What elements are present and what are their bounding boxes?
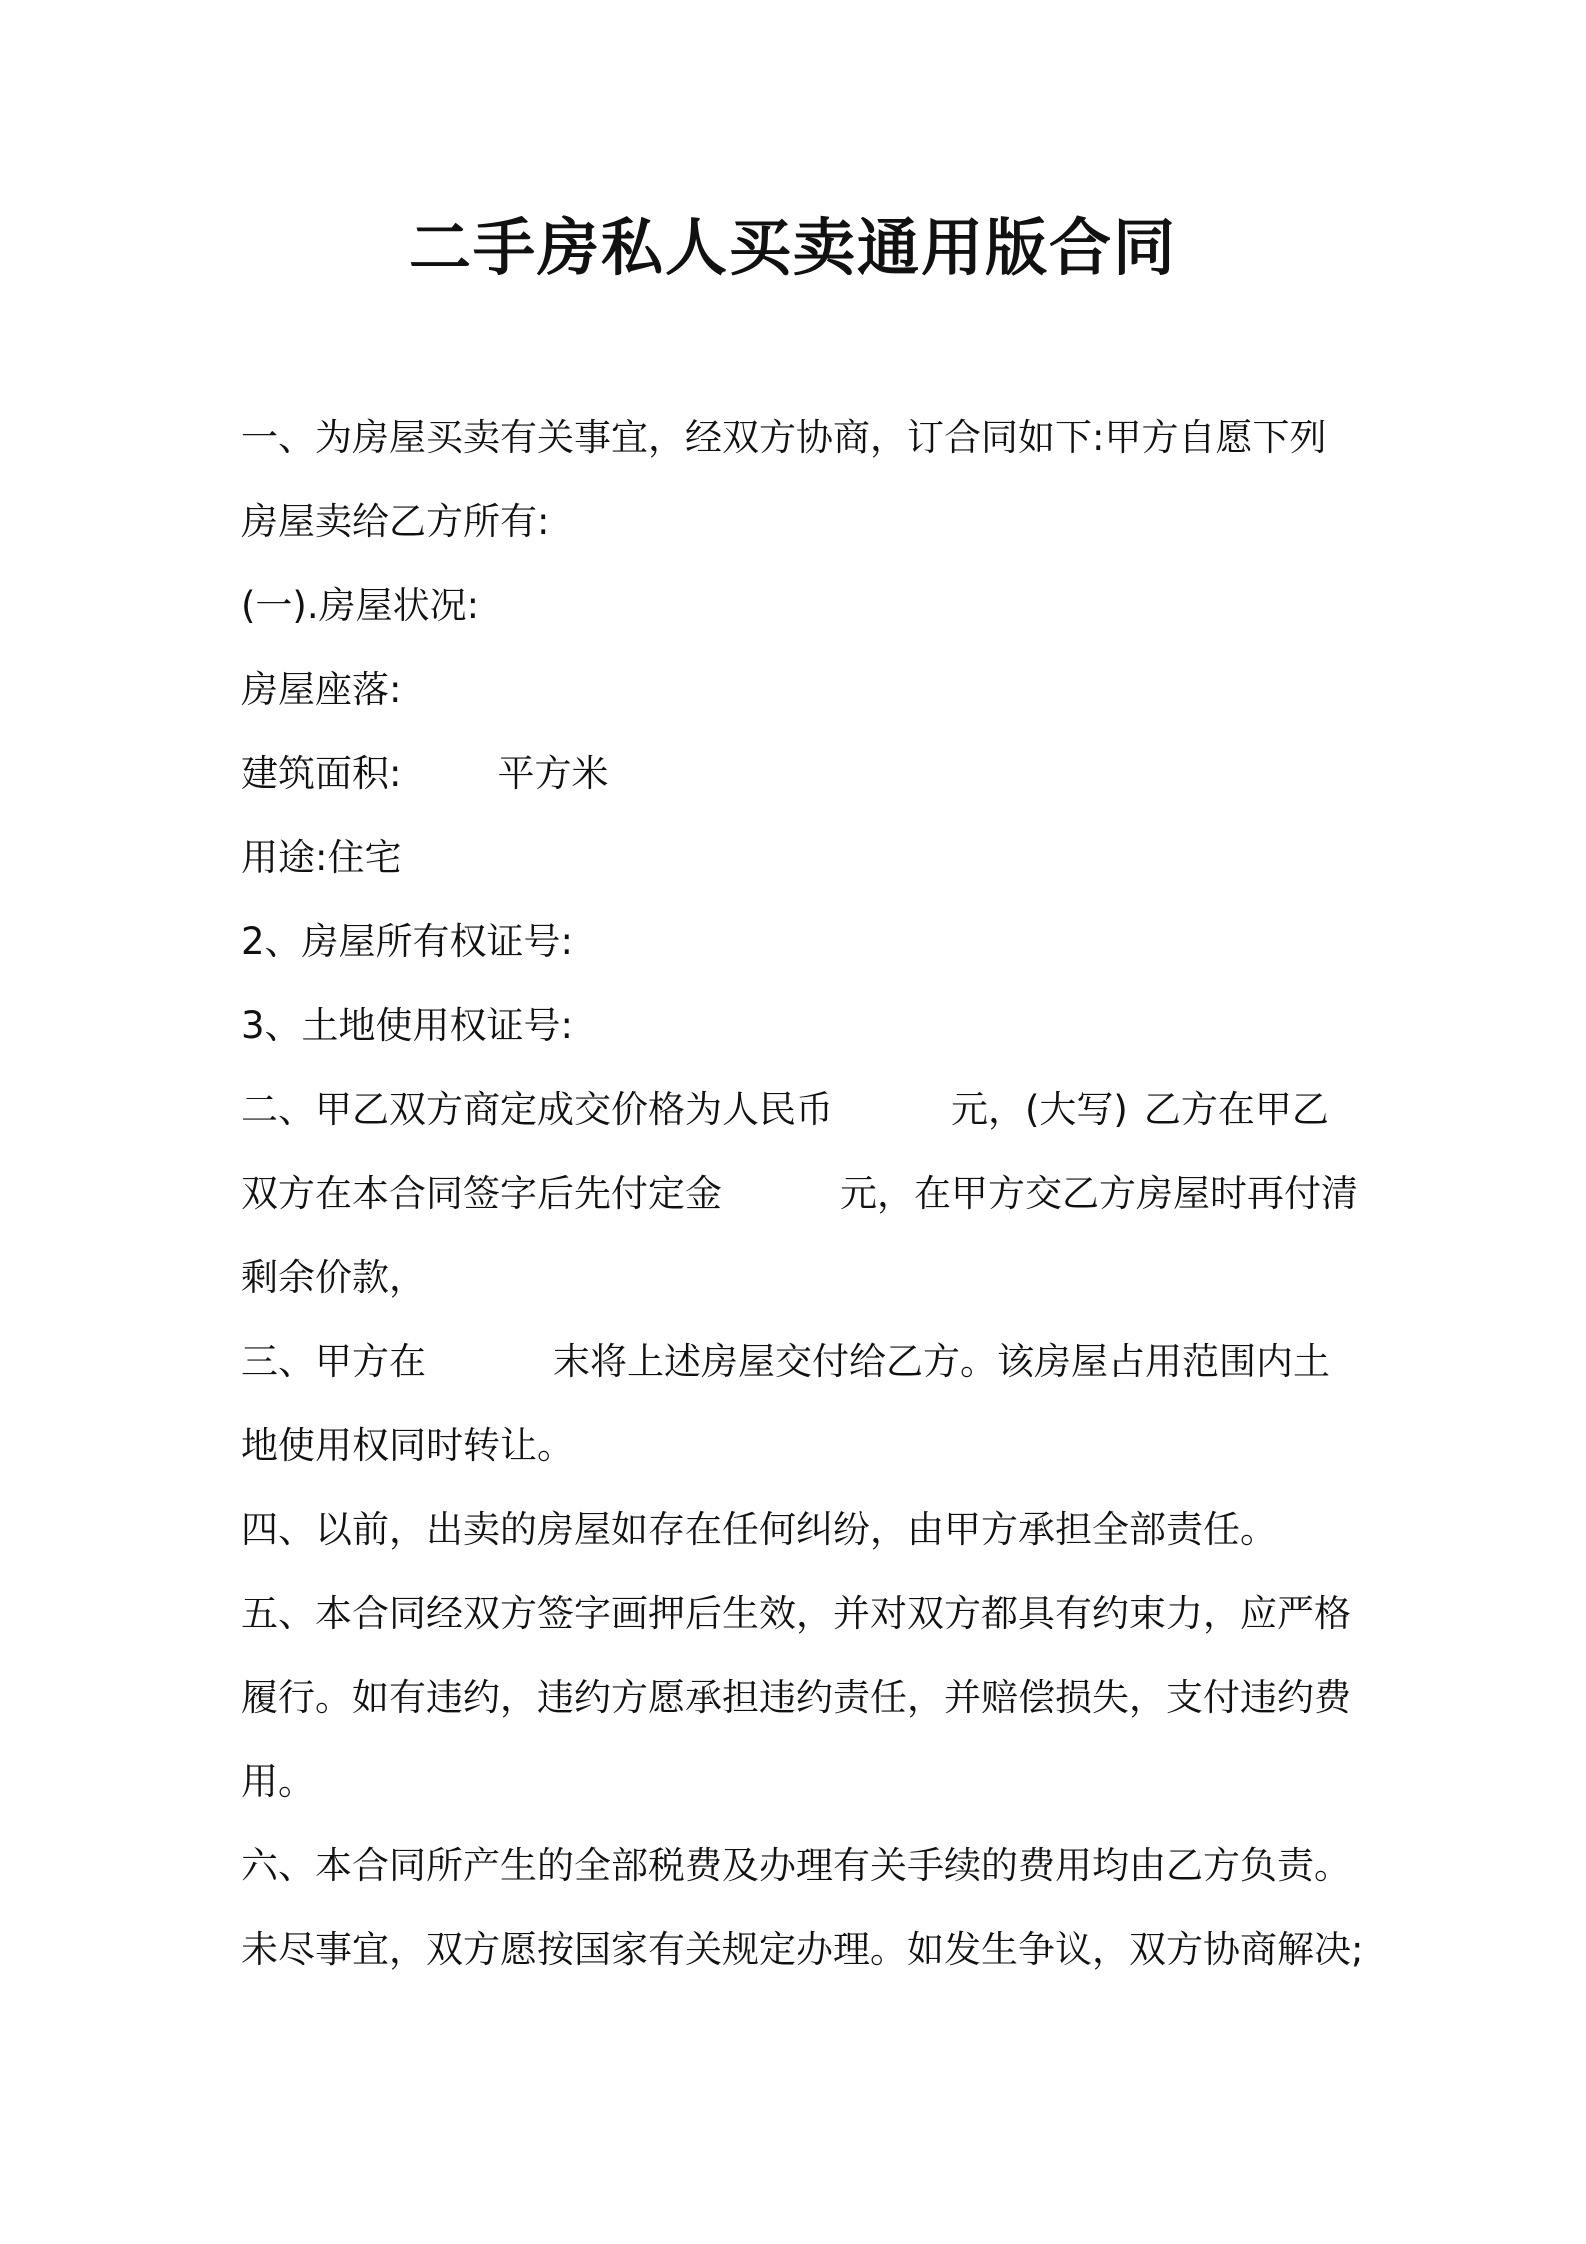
clause-3-line-2: 地使用权同时转让。	[241, 1424, 574, 1467]
clause-2-continue: 乙方在甲乙	[1143, 1088, 1329, 1131]
land-use-certificate-field: 3、土地使用权证号:	[241, 1004, 574, 1047]
document-title: 二手房私人买卖通用版合同	[408, 211, 1177, 284]
clause-4: 四、以前，出卖的房屋如存在任何纠纷，由甲方承担全部责任。	[241, 1508, 1277, 1551]
clause-5-line-2: 履行。如有违约，违约方愿承担违约责任，并赔偿损失，支付违约费	[241, 1676, 1351, 1719]
clause-3-line-1	[241, 1320, 1361, 1404]
deposit-label: 双方在本合同签字后先付定金	[241, 1172, 722, 1215]
clause-6-line-2: 未尽事宜，双方愿按国家有关规定办理。如发生争议，双方协商解决;	[241, 1928, 1364, 1971]
building-area-unit: 平方米	[497, 752, 609, 795]
contract-body	[241, 396, 1364, 1992]
house-status-heading: (一).房屋状况:	[241, 584, 480, 627]
clause-2-line-1	[241, 1068, 1361, 1152]
price-unit-capital: 元，(大写)	[951, 1088, 1128, 1131]
clause-2-line-3: 剩余价款，	[241, 1256, 426, 1299]
clause-2-line-2	[241, 1152, 1361, 1236]
building-area-field	[241, 732, 1361, 816]
house-location-field: 房屋座落:	[241, 668, 402, 711]
delivery-continue: 末将上述房屋交付给乙方。该房屋占用范围内土	[553, 1340, 1330, 1383]
ownership-certificate-field: 2、房屋所有权证号:	[241, 920, 574, 963]
usage-field: 用途:住宅	[241, 836, 402, 879]
clause-5-line-3: 用。	[241, 1760, 315, 1803]
clause-1-line-1: 一、为房屋买卖有关事宜，经双方协商，订合同如下:甲方自愿下列	[241, 416, 1327, 459]
clause-5-line-1: 五、本合同经双方签字画押后生效，并对双方都具有约束力，应严格	[241, 1592, 1351, 1635]
delivery-label: 三、甲方在	[241, 1340, 426, 1383]
clause-6-line-1: 六、本合同所产生的全部税费及办理有关手续的费用均由乙方负责。	[241, 1844, 1351, 1887]
building-area-label: 建筑面积:	[241, 752, 402, 795]
price-label: 二、甲乙双方商定成交价格为人民币	[241, 1088, 833, 1131]
clause-1-line-2: 房屋卖给乙方所有:	[241, 500, 550, 543]
deposit-continue: 元，在甲方交乙方房屋时再付清	[840, 1172, 1358, 1215]
